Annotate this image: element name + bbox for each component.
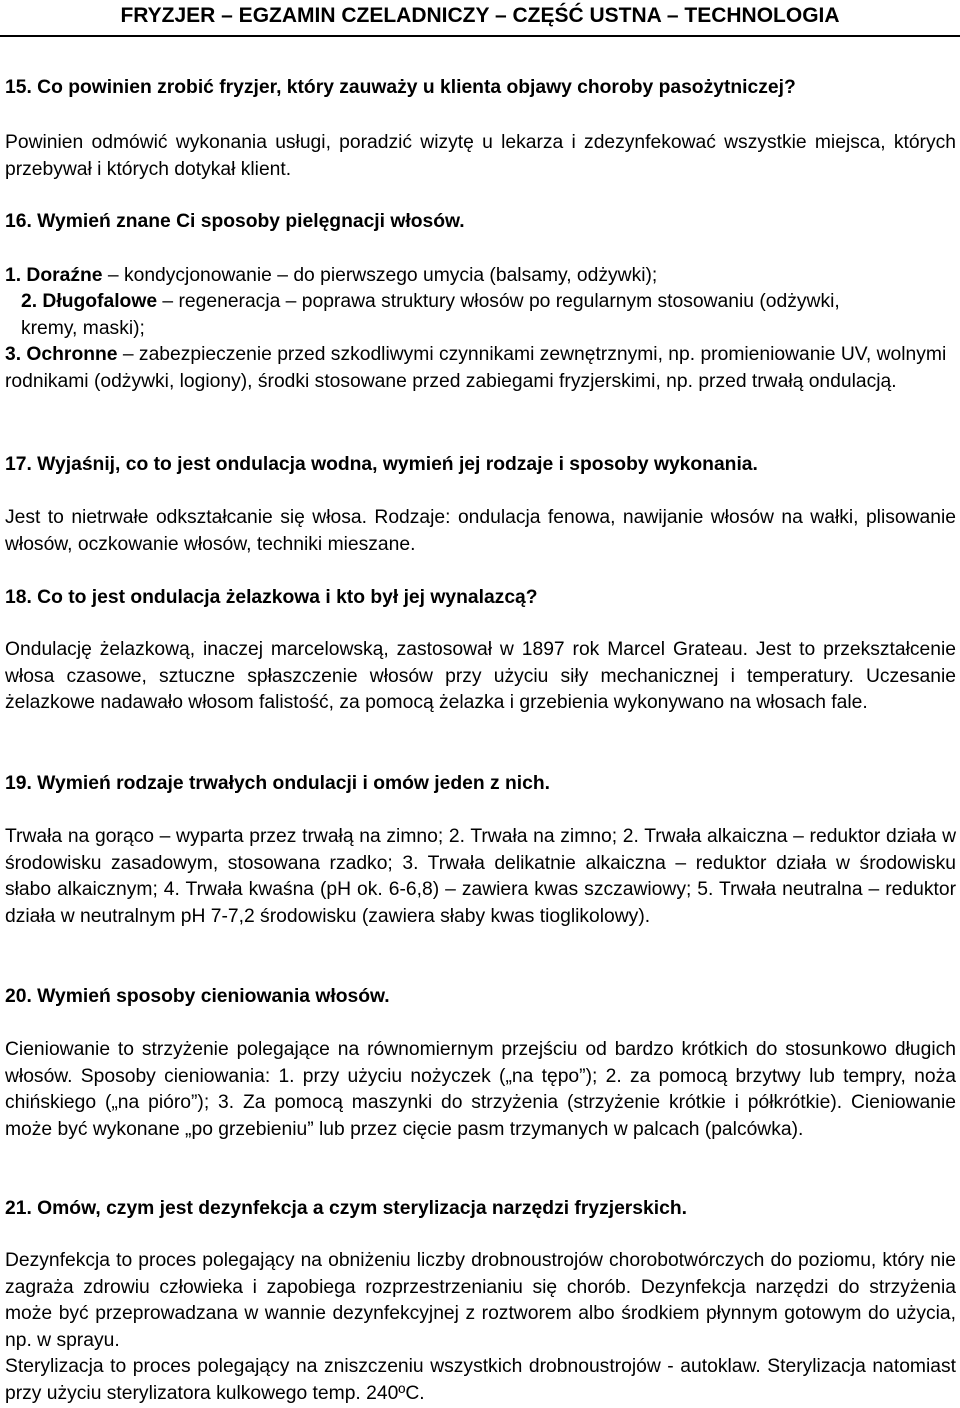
question-19: 19. Wymień rodzaje trwałych ondulacji i omów jeden z nich. (5, 773, 550, 794)
list-item-care-1 (5, 263, 956, 290)
question-20: 20. Wymień sposoby cieniowania włosów. (5, 986, 390, 1007)
list-item-care-2 (5, 289, 901, 342)
question-21: 21. Omów, czym jest dezynfekcja a czym sterylizacja narzędzi fryzjerskich. (5, 1198, 687, 1219)
list-item-term: 3. Ochronne (5, 344, 118, 365)
list-item-text: – regeneracja – poprawa struktury włosów po regularnym stosowaniu (odżywki, kremy, maski); (21, 291, 840, 339)
answer-21-sterilization: Sterylizacja to proces polegający na zniszczeniu wszystkich drobnoustrojów - autoklaw. Sterylizacja natomiast przy użyciu sterylizatora kulkowego temp. 240ºC. (5, 1356, 956, 1404)
list-item-text: – kondycjonowanie – do pierwszego umycia (balsamy, odżywki); (102, 265, 658, 286)
answer-15: Powinien odmówić wykonania usługi, poradzić wizytę u lekarza i zdezynfekować wszystkie miejsca, których przebywał i których dotykał klient. (5, 132, 956, 180)
answer-19: Trwała na gorąco – wyparta przez trwałą na zimno; 2. Trwała na zimno; 2. Trwała alkaiczna – reduktor działa w środowisku zasadowym, stosowana rzadko; 3. Trwała delikatnie alkaiczna – reduktor działa w środowisku słabo alkaicznym; 4. Trwała kwaśna (pH ok. 6-6,8) – zawiera kwas szczawiowy; 5. Trwała neutralna – reduktor działa w neutralnym pH 7-7,2 środowisku (zawiera słaby kwas tioglikolowy). (5, 826, 956, 927)
list-item-text: – zabezpieczenie przed szkodliwymi czynnikami zewnętrznymi, np. promieniowanie UV, wolnymi rodnikami (odżywki, logiony), środki stosowane przed zabiegami fryzjerskimi, np. przed trwałą ondulacją. (5, 344, 947, 392)
question-16: 16. Wymień znane Ci sposoby pielęgnacji włosów. (5, 211, 465, 232)
question-15: 15. Co powinien zrobić fryzjer, który zauważy u klienta objawy choroby pasożytniczej? (5, 77, 796, 98)
page-header: FRYZJER – EGZAMIN CZELADNICZY – CZĘŚĆ USTNA – TECHNOLOGIA (0, 2, 960, 37)
answer-21-disinfection: Dezynfekcja to proces polegający na obniżeniu liczby drobnoustrojów chorobotwórczych do poziomu, który nie zagraża zdrowiu człowieka i zapobiega rozprzestrzenianiu się chorób. Dezynfekcja narzędzi do strzyżenia może być przeprowadzana w wannie dezynfekcyjnej z roztworem albo środkiem płynnym gotowym do użycia, np. w sprayu. (5, 1250, 956, 1351)
question-17: 17. Wyjaśnij, co to jest ondulacja wodna, wymień jej rodzaje i sposoby wykonania. (5, 454, 758, 475)
answer-20: Cieniowanie to strzyżenie polegające na równomiernym przejściu od bardzo krótkich do stosunkowo długich włosów. Sposoby cieniowania: 1. przy użyciu nożyczek („na tępo”); 2. za pomocą brzytwy lub tempry, noża chińskiego („na pióro”); 3. Za pomocą maszynki do strzyżenia (strzyżenie krótkie i półkrótkie). Cieniowanie może być wykonane „po grzebieniu” lub przez cięcie pasm trzymanych w palcach (palcówka). (5, 1039, 956, 1140)
list-item-term: 1. Doraźne (5, 265, 103, 286)
answer-17: Jest to nietrwałe odkształcanie się włosa. Rodzaje: ondulacja fenowa, nawijanie włosów na wałki, plisowanie włosów, oczkowanie włosów, techniki mieszane. (5, 507, 956, 555)
question-18: 18. Co to jest ondulacja żelazkowa i kto był jej wynalazcą? (5, 587, 538, 608)
answer-18: Ondulację żelazkową, inaczej marcelowską, zastosował w 1897 rok Marcel Grateau. Jest to przekształcenie włosa czasowe, sztuczne spłaszczenie włosów przy użyciu siły mechanicznej i temperatury. Uczesanie żelazkowe nadawało włosom falistość, za pomocą żelazka i grzebienia wykonywano na włosach fale. (5, 639, 956, 713)
list-item-term: 2. Długofalowe (21, 291, 158, 312)
list-item-care-3 (5, 342, 956, 395)
